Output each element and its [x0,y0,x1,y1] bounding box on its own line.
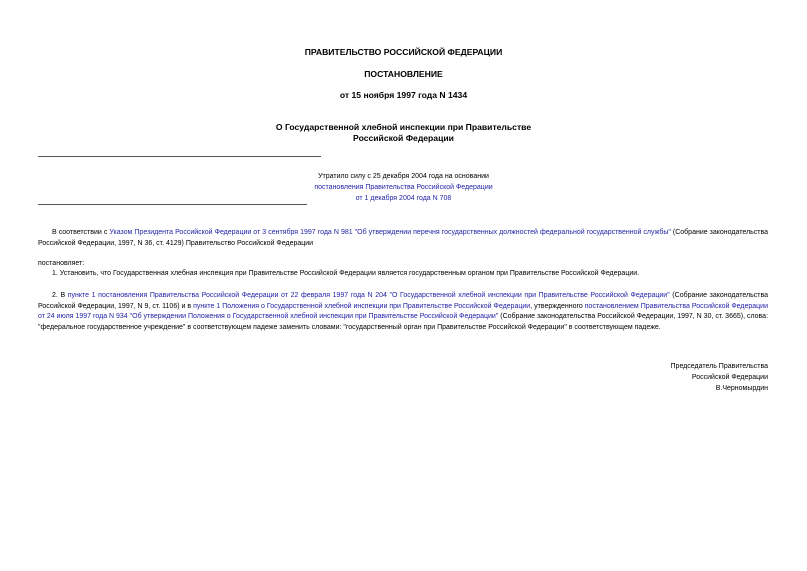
document-type-heading: ПОСТАНОВЛЕНИЕ [364,69,443,79]
signature-name: В.Черномырдин [715,384,768,392]
top-divider [38,156,321,157]
document-title-line1: О Государственной хлебной инспекции при Правительстве [275,122,532,132]
signature-block [671,362,768,394]
item-2-text-3: , утвержденного [530,302,585,310]
bottom-divider [38,204,307,205]
signature-position: Председатель Правительства [670,363,768,370]
repeal-notice-text: Утратило силу с 25 декабря 2004 года на основании [318,173,489,180]
item-2-paragraph [38,291,768,333]
document-title [0,122,807,144]
repeal-decree-link[interactable]: постановления Правительства Российской Федерации [314,184,493,191]
signature-country: Российской Федерации [691,373,768,381]
repeal-decree-date-link[interactable]: от 1 декабря 2004 года N 708 [355,195,452,202]
item-2-text-2: (Собрание законодательства Российской Федерации, 1997, N 9, ст. 1106) и в [38,292,768,310]
item-2-text-4: (Собрание законодательства Российской Федерации, 1997, N 30, ст. 3665), слова: "федеральное государственное учреждение" в соответствующем падеже заменить словами: "государственный орган при Правительстве Российской Федерации" в соответствующем падеже. [38,313,769,331]
decree-934-link[interactable]: постановлением Правительства Российской Федерации от 24 июля 1997 года N 934 "Об утверждении Положения о Государственной хлебной инспекции при Правительстве Российской Федерации" [38,302,769,321]
preamble-prefix: В соответствии с [52,229,110,236]
repeal-notice [0,171,807,204]
decree-word: постановляет: [38,260,85,267]
decree-204-link[interactable]: пункте 1 постановления Правительства Российской Федерации от 22 февраля 1997 года N 204 "О Государственной хлебной инспекции при Правительстве Российской Федерации" [67,292,670,299]
regulation-point-link[interactable]: пункте 1 Положения о Государственной хлебной инспекции при Правительстве Российской Федерации [193,302,531,310]
government-heading: ПРАВИТЕЛЬСТВО РОССИЙСКОЙ ФЕДЕРАЦИИ [304,47,503,57]
preamble-suffix: (Собрание законодательства Российской Федерации, 1997, N 36, ст. 4129) Правительство Российской Федерации [38,229,768,247]
date-number-heading: от 15 ноября 1997 года N 1434 [339,90,468,100]
preamble-paragraph [38,228,768,249]
presidential-decree-link[interactable]: Указом Президента Российской Федерации от 3 сентября 1997 года N 981 "Об утверждении перечня государственных должностей федеральной государственной службы" [109,229,671,236]
item-2-text-1: 2. В [52,292,68,299]
item-1-paragraph: 1. Установить, что Государственная хлебная инспекция при Правительстве Российской Федерации является государственным органом при Правительстве Российской Федерации. [52,270,640,277]
document-title-line2: Российской Федерации [353,133,454,143]
